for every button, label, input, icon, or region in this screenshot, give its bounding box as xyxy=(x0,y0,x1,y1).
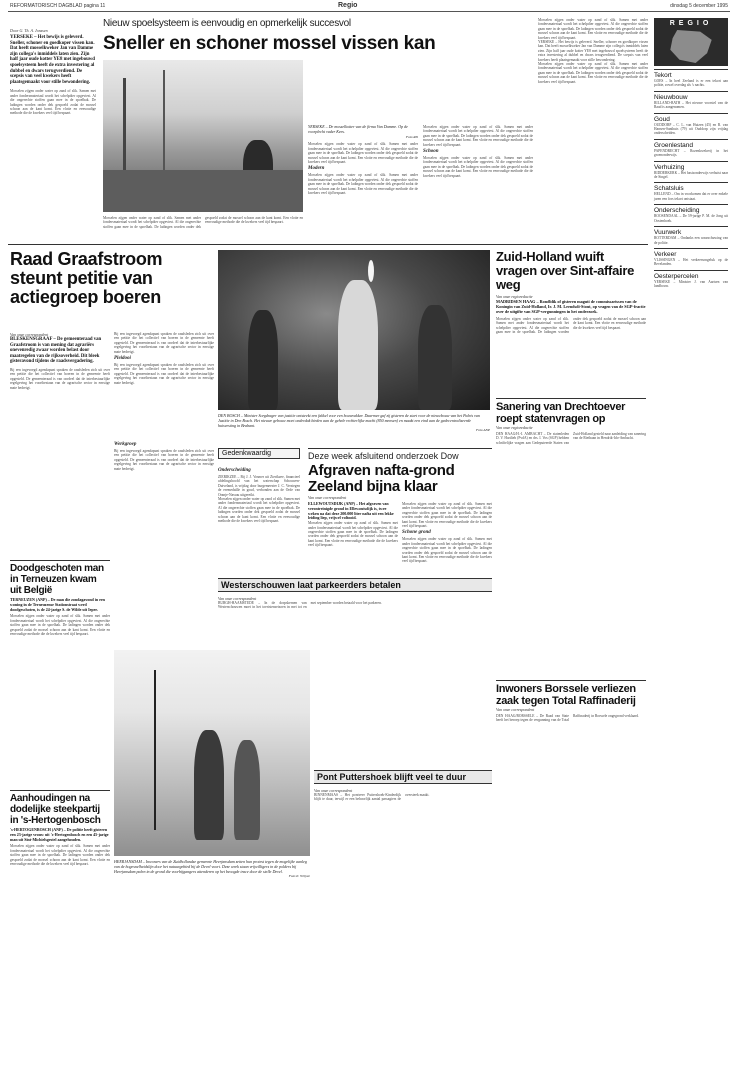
graafstroom-sub-werkgroep: Werkgroep xyxy=(114,442,137,447)
drechtoever-headline: Sanering van Drechtoever roept statenvragen op xyxy=(496,398,646,425)
drechtoever-byline: Van onze regioredactie xyxy=(496,425,533,430)
sidebar-item-text: RIDDERKERK – Het basisonderwijs verhuist naar de Singel. xyxy=(654,170,728,180)
masthead xyxy=(8,0,730,12)
section-title: Regio xyxy=(338,2,358,9)
mossel-body-8: Mosselen zijgen onder water op zand of slik. Samen met ander fondersmateriaal wordt het schelpdier opgeviest. Al die ongerechte stoffen gaan mee in de spoelbak. De ladingen worden onder dek gespoeld zodat de mossel schoon aan de kant komt. Een vlotte en eenvoudige methode die de kwekers veel tijd bespaart. xyxy=(538,62,648,84)
zuidholland-lead: MADRIDSEN HAAG – Rondblik of gisteren maguti de commissarissen van de Koningin van Zuid-Holland, Ir. J. M. Leendsdi-Stout, op vragen van de SGP-fractie over de uitgifte van SGP-vergunningen in het onderzoek. xyxy=(496,299,646,314)
inwoners-body: DEN HAAG/BORSSELE – De Raad van State heeft het beroep tegen de vergunning van de Total Raffinaderij in Borssele ongegrond verklaard. xyxy=(496,714,639,723)
den-bosch-caption-block xyxy=(218,414,490,433)
mossel-author: Door G. Th. A. Jonssen xyxy=(10,28,48,33)
sidebar-item-title: Verkeer xyxy=(654,248,728,258)
regio-logo-word: REGIO xyxy=(669,20,713,27)
sidebar-item-text: RILLAND-BATH – Het nieuwe voorstel van de Raad is aangenomen. xyxy=(654,100,728,110)
graafstroom-col-3 xyxy=(114,440,214,471)
mossel-col-4 xyxy=(423,125,533,178)
sidebar-item xyxy=(654,113,728,136)
sidebar-item-title: Onderscheiding xyxy=(654,204,728,214)
parkeerders-headline: Westerschouwen laat parkeerders betalen xyxy=(218,578,492,592)
sidebar-item-text: OUDDORP – C. L. van Huizen (45) en R. van Hansen-Santhuis (79) uit Ouddorp zijn vrijdag onderscheiden. xyxy=(654,122,728,136)
sidebar-item xyxy=(654,139,728,158)
gedenkwaardig-body-2: Mosselen zijgen onder water op zand of slik. Samen met ander fondersmateriaal wordt het schelpdier opgeviest. Al die ongerechte stoffen gaan mee in de spoelbak. De ladingen worden onder dek gespoeld zodat de mossel schoon aan de kant komt. Een vlotte en eenvoudige methode die de kwekers veel tijd bespaart. xyxy=(218,497,300,524)
terneuzen-headline: Doodgeschoten man in Terneuzen kwam uit België xyxy=(10,560,110,596)
inwoners-article xyxy=(496,680,646,723)
den-bosch-photo xyxy=(218,250,490,410)
mossel-lead: YERSEKE – Het bewijs is geleverd. Sneller, schoner en goedkoper vissen kan. Dat heeft mosselkweker Jan van Damme zijn collega's inmiddels laten zien. Zijn half jaar oude kotter YE8 met ingebouwd spoelsysteem heeft de extra investering al dubbel en dwars terugverdiend. De scepsis van veel kwekers heeft plaatsgemaakt voor stille bewondering. xyxy=(10,35,95,85)
nafta-body-2: Mosselen zijgen onder water op zand of slik. Samen met ander fondersmateriaal wordt het schelpdier opgeviest. Al die ongerechte stoffen gaan mee in de spoelbak. De ladingen worden onder dek gespoeld zodat de mossel schoon aan de kant komt. Een vlotte en eenvoudige methode die de kwekers veel tijd bespaart. xyxy=(402,502,492,529)
mossel-bottom-row xyxy=(103,216,303,229)
mossel-photo xyxy=(103,60,303,212)
sidebar-item xyxy=(654,248,728,267)
zuidholland-article xyxy=(496,250,646,335)
sidebar-item-title: Goud xyxy=(654,113,728,123)
inwoners-headline: Inwoners Borssele verliezen zaak tegen Total Raffinaderij xyxy=(496,680,646,707)
mossel-col-5 xyxy=(538,18,648,84)
mossel-caption-credit: Foto RD xyxy=(405,134,418,139)
nafta-lead: ELLEWOUTSDIJK (ANP) – Het afgraven van verontreinigde grond in Ellewoutsdijk is, twee weken na dat deze 200.000 liter nafta uit een lekke leiding liep, vrijwel voltooid. xyxy=(308,501,394,521)
mossel-headline: Sneller en schoner mossel vissen kan xyxy=(103,33,436,54)
mossel-body-6: Mosselen zijgen onder water op zand of slik. Samen met ander fondersmateriaal wordt het schelpdier opgeviest. Al die ongerechte stoffen gaan mee in de spoelbak. De ladingen worden onder dek gespoeld zodat de mossel schoon aan de kant komt. Een vlotte en eenvoudige methode die de kwekers veel tijd bespaart. xyxy=(538,18,648,40)
sidebar-item-text: YERSEKE – Minister J. van Aartsen van landbouw. xyxy=(654,279,728,289)
gedenkwaardig-sub: Onderscheiding xyxy=(218,468,251,473)
gedenkwaardig-label: Gedenkwaardig xyxy=(218,448,300,459)
sidebar-item xyxy=(654,270,728,289)
sidebar-item xyxy=(654,69,728,88)
graafstroom-col-1 xyxy=(10,332,110,390)
pont-byline: Van onze correspondent xyxy=(314,788,353,793)
sidebar-item-text: ROOSENDAAL – De 59-jarige P. M. de Jong uit Oostenhoek. xyxy=(654,214,728,223)
nafta-body: Mosselen zijgen onder water op zand of slik. Samen met ander fondersmateriaal wordt het schelpdier opgeviest. Al die ongerechte stoffen gaan mee in de spoelbak. De ladingen worden onder dek gespoeld zodat de mossel schoon aan de kant komt. Een vlotte en eenvoudige methode die de kwekers veel tijd bespaart. xyxy=(308,521,398,548)
nafta-headline: Afgraven nafta-grond Zeeland bijna klaar xyxy=(308,462,455,495)
mossel-body-4: Mosselen zijgen onder water op zand of slik. Samen met ander fondersmateriaal wordt het schelpdier opgeviest. Al die ongerechte stoffen gaan mee in de spoelbak. De ladingen worden onder dek gespoeld zodat de mossel schoon aan de kant komt. Een vlotte en eenvoudige methode die de kwekers veel tijd bespaart. xyxy=(423,125,533,147)
graafstroom-body-4: Bij een ingevoegd agendapunt spraken de raadsleden zich uit over een petitie die het collectief van boeren in de gemeente heeft opgesteld. De gemeenteraad is van oordeel dat de interbestuurlijke regelgeving het voortbestaan van de agrarische sector in ernstige mate bedreigt. xyxy=(114,449,214,471)
aanhoudingen-headline: Aanhoudingen na dodelijke steekpartij in 's-Hertogenbosch xyxy=(10,790,110,826)
sidebar-item-text: HELLEND – Om in voorkomen dat er over enkele jaren een fors tekort ontstaat. xyxy=(654,192,728,201)
inwoners-byline: Van onze correspondent xyxy=(496,707,535,712)
drechtoever-body: DEN HAAG/H.-I. AMBACHT – De statenleden D. V. Hartlieb (PvdA) en drs. I. Vos (SGP) hebben schriftelijke vragen aan Gedeputeerde Staten van Zuid-Holland gesteld naar aanleiding van sanering van de Rietbaan in Hendrik-Ido-Ambacht. xyxy=(496,432,646,445)
mossel-body-3: Mosselen zijgen onder water op zand of slik. Samen met ander fondersmateriaal wordt het schelpdier opgeviest. Al die ongerechte stoffen gaan mee in de spoelbak. De ladingen worden onder dek gespoeld zodat de mossel schoon aan de kant komt. Een vlotte en eenvoudige methode die de kwekers veel tijd bespaart. xyxy=(308,173,418,196)
mossel-sub-schoon: Schoon xyxy=(423,149,439,155)
parkeerders-body: BURGH-HAAMSTEDE – In de dorpskernen van Westerschouwen moet in het toeristenseizoen in mei tot en met september worden betaald voor het parkeren. xyxy=(218,601,382,610)
graafstroom-body: Bij een ingevoegd agendapunt spraken de raadsleden zich uit over een petitie die het collectief van boeren in de gemeente heeft opgesteld. De gemeenteraad is van oordeel dat de interbestuurlijke regelgeving het voortbestaan van de agrarische sector in ernstige mate bedreigt. xyxy=(10,367,110,390)
sidebar-item xyxy=(654,182,728,201)
pont-body: BINNENMAAS – Het pontveer Puttershoek-Kinderdijk blijft te duur, terwijl er een behoorlijk aantal passagiers de oversteek maakt. xyxy=(314,793,430,802)
graafstroom-byline: Van onze correspondent xyxy=(10,332,49,337)
mossel-body: Mosselen zijgen onder water op zand of slik. Samen met ander fondersmateriaal wordt het schelpdier opgeviest. Al die ongerechte stoffen gaan mee in de spoelbak. De ladingen worden onder dek gespoeld zodat de mossel schoon aan de kant komt. Een vlotte en eenvoudige methode die de kwekers veel tijd bespaart. xyxy=(10,89,96,116)
masthead-paper: REFORMATORISCH DAGBLAD pagina 11 xyxy=(10,3,106,9)
sidebar-items xyxy=(654,69,728,289)
graafstroom-lead: BLESKENSGRAAF – De gemeenteraad van Graafstroom is van mening dat agrariërs onevenredig zwaar worden belast door maatregelen van de rijksoverheid. Dit bleek gisteravond tijdens de raadsvergadering. xyxy=(10,337,102,365)
mossel-body-5: Mosselen zijgen onder water op zand of slik. Samen met ander fondersmateriaal wordt het schelpdier opgeviest. Al die ongerechte stoffen gaan mee in de spoelbak. De ladingen worden onder dek gespoeld zodat de mossel schoon aan de kant komt. Een vlotte en eenvoudige methode die de kwekers veel tijd bespaart. xyxy=(423,156,533,178)
aanhoudingen-body: Mosselen zijgen onder water op zand of slik. Samen met ander fondersmateriaal wordt het schelpdier opgeviest. Al die ongerechte stoffen gaan mee in de spoelbak. De ladingen worden onder dek gespoeld zodat de mossel schoon aan de kant komt. Een vlotte en eenvoudige methode die de kwekers veel tijd bespaart. xyxy=(10,844,110,867)
mossel-sub-modern: Modern xyxy=(308,166,325,172)
mossel-caption-block xyxy=(308,125,418,195)
pont-headline: Pont Puttershoek blijft veel te duur xyxy=(314,770,492,784)
zuidholland-byline: Van onze regioredactie xyxy=(496,294,533,299)
sidebar-item-text: ROTTERDAM – Ondanks een waarschuwing van de politie. xyxy=(654,236,728,245)
nafta-kicker: Deze week afsluitend onderzoek Dow xyxy=(308,448,492,461)
sidebar-item xyxy=(654,204,728,223)
heerjansdam-caption-block xyxy=(114,860,310,879)
nafta-article xyxy=(308,448,492,564)
rule-1 xyxy=(8,244,648,245)
sidebar-item-title: Nieuwbouw xyxy=(654,91,728,101)
heerjansdam-caption: HEERJANSDAM – Inwoners van de Zuidhollandse gemeente Heerjansdam zetten hun protest tegen de mogelijke aanleg van de hogesnelheidslijn door het natuurgebied bij de Devel voort. Deze week staan vrijwilligers in de polders bij Heerjansdam palen in de grond die voorbijgangers attenderen op het beoogde trace door de stelle Devel. xyxy=(114,859,307,874)
sidebar-item-title: Schatsluis xyxy=(654,182,728,192)
regio-sidebar xyxy=(654,18,728,289)
graafstroom-col-2 xyxy=(114,332,214,385)
zuidholland-body: Mosselen zijgen onder water op zand of slik. Samen met ander fondersmateriaal wordt het schelpdier opgeviest. Al die ongerechte stoffen gaan mee in de spoelbak. De ladingen worden onder dek gespoeld zodat de mossel schoon aan de kant komt. Een vlotte en eenvoudige methode die de kwekers veel tijd bespaart. xyxy=(496,317,646,335)
terneuzen-body: Mosselen zijgen onder water op zand of slik. Samen met ander fondersmateriaal wordt het schelpdier opgeviest. Al die ongerechte stoffen gaan mee in de spoelbak. De ladingen worden onder dek gespoeld zodat de mossel schoon aan de kant komt. Een vlotte en eenvoudige methode die de kwekers veel tijd bespaart. xyxy=(10,614,110,637)
sidebar-item-title: Verhuizing xyxy=(654,161,728,171)
mossel-body-2: Mosselen zijgen onder water op zand of slik. Samen met ander fondersmateriaal wordt het schelpdier opgeviest. Al die ongerechte stoffen gaan mee in de spoelbak. De ladingen worden onder dek gespoeld zodat de mossel schoon aan de kant komt. Een vlotte en eenvoudige methode die de kwekers veel tijd bespaart. xyxy=(308,142,418,165)
sidebar-item-text: PAPENDRECHT – Rozenkwekerij in het groenonderwijs. xyxy=(654,148,728,158)
terneuzen-article xyxy=(10,560,110,636)
map-icon xyxy=(668,30,714,63)
mossel-body-7: YERSEKE – Het bewijs is geleverd. Sneller, schoner en goedkoper vissen kan. Dat heeft mosselkweker Jan van Damme zijn collega's inmiddels laten zien. Zijn half jaar oude kotter YE8 met ingebouwd spoelsysteem heeft de extra investering al dubbel en dwars terugverdiend. De scepsis van veel kwekers heeft plaatsgemaakt voor stille bewondering. xyxy=(538,40,648,62)
sidebar-item xyxy=(654,161,728,180)
terneuzen-lead: TERNEUZEN (ANP) – De man die zondagavond in een woning in de Terneuzense Stationstraat werd doodgeschoten, is de 24-jarige S. de Wilde uit Ieper. xyxy=(10,597,105,612)
masthead-date: dinsdag 5 december 1995 xyxy=(670,3,728,9)
newspaper-page xyxy=(8,0,730,1068)
sidebar-item-text: GOES – In heel Zeeland is er een tekort aan politie, zowel overdag als 's nachts. xyxy=(654,79,728,88)
gedenkwaardig-body: ZIERIKZEE – Bij J. J. Vosmer uit Zierikzee, financieel afdelingshoofd van het waterschap Schouwen-Duiveland, is vrijdag door burgemeester J. C. Verstegen de eremedaille in goud, verbonden aan de Orde van Oranje-Nassau uitgereikt. xyxy=(218,475,300,497)
graafstroom-sub-pleidooi: Pleidooi xyxy=(114,356,131,362)
aanhoudingen-lead: 's-HERTOGENBOSCH (ANP) – De politie heeft gisteren een 23-jarige vrouw uit 's-Hertogenbosch en een 45-jarige man uit Sint-Michielsgestel aangehouden. xyxy=(10,827,109,842)
gedenkwaardig-article xyxy=(218,466,300,523)
mossel-body-9: Mosselen zijgen onder water op zand of slik. Samen met ander fondersmateriaal wordt het schelpdier opgeviest. Al die ongerechte stoffen gaan mee in de spoelbak. De ladingen worden onder dek gespoeld zodat de mossel schoon aan de kant komt. Een vlotte en eenvoudige methode die de kwekers veel tijd bespaart. xyxy=(103,216,303,229)
sidebar-item-text: VLISSINGEN – Het verkeersongeluk op de Bevelanden. xyxy=(654,257,728,267)
graafstroom-body-3: Bij een ingevoegd agendapunt spraken de raadsleden zich uit over een petitie die het collectief van boeren in de gemeente heeft opgesteld. De gemeenteraad is van oordeel dat de interbestuurlijke regelgeving het voortbestaan van de agrarische sector in ernstige mate bedreigt. xyxy=(114,363,214,385)
mossel-kicker: Nieuw spoelsysteem is eenvoudig en opmerkelijk succesvol xyxy=(103,18,351,29)
sidebar-item-title: Groenlestand xyxy=(654,139,728,149)
sidebar-item-title: Tekort xyxy=(654,69,728,79)
pont-article xyxy=(314,788,492,802)
regio-logo xyxy=(654,18,728,66)
sidebar-item-title: Vuurwerk xyxy=(654,226,728,236)
sidebar-item xyxy=(654,91,728,110)
parkeerders-article xyxy=(218,596,492,610)
den-bosch-credit: Foto ANP xyxy=(475,428,490,433)
nafta-body-3: Mosselen zijgen onder water op zand of slik. Samen met ander fondersmateriaal wordt het schelpdier opgeviest. Al die ongerechte stoffen gaan mee in de spoelbak. De ladingen worden onder dek gespoeld zodat de mossel schoon aan de kant komt. Een vlotte en eenvoudige methode die de kwekers veel tijd bespaart. xyxy=(402,537,492,564)
parkeerders-byline: Van onze correspondent xyxy=(218,596,257,601)
nafta-byline: Van onze correspondent xyxy=(308,495,347,500)
mossel-intro xyxy=(10,28,96,116)
heerjansdam-photo xyxy=(114,650,310,856)
nafta-sub: Schone grond xyxy=(402,530,431,536)
graafstroom-body-2: Bij een ingevoegd agendapunt spraken de raadsleden zich uit over een petitie die het collectief van boeren in de gemeente heeft opgesteld. De gemeenteraad is van oordeel dat de interbestuurlijke regelgeving het voortbestaan van de agrarische sector in ernstige mate bedreigt. xyxy=(114,332,214,354)
mossel-caption: YERSEKE – De mosselkotter van de firma Van Damme. Op de voorplecht vader Kees. xyxy=(308,124,408,134)
aanhoudingen-article xyxy=(10,790,110,866)
drechtoever-article xyxy=(496,398,646,445)
sidebar-item xyxy=(654,226,728,245)
zuidholland-headline: Zuid-Holland wuift vragen over Sint-affaire weg xyxy=(496,249,635,292)
sidebar-item-title: Oesterpercelen xyxy=(654,270,728,280)
den-bosch-caption: DEN BOSCH – Minister Sorgdrager van justitie ontsteekt een fakkel voor een bouwvakker. Daarmee gaf zij gisteren de start voor de nieuwbouw van het Paleis van Justitie in Den Bosch. Het nieuwe gebouw moet onderdak bieden aan de gehele rechterlijke macht (850 mensen) en maakt een eind aan de gedecentraliseerde huisvesting in Brabant. xyxy=(218,413,480,428)
heerjansdam-credit: Foto Ir. Wrijste xyxy=(288,874,310,879)
graafstroom-headline: Raad Graafstroom steunt petitie van actiegroep boeren xyxy=(10,249,163,307)
